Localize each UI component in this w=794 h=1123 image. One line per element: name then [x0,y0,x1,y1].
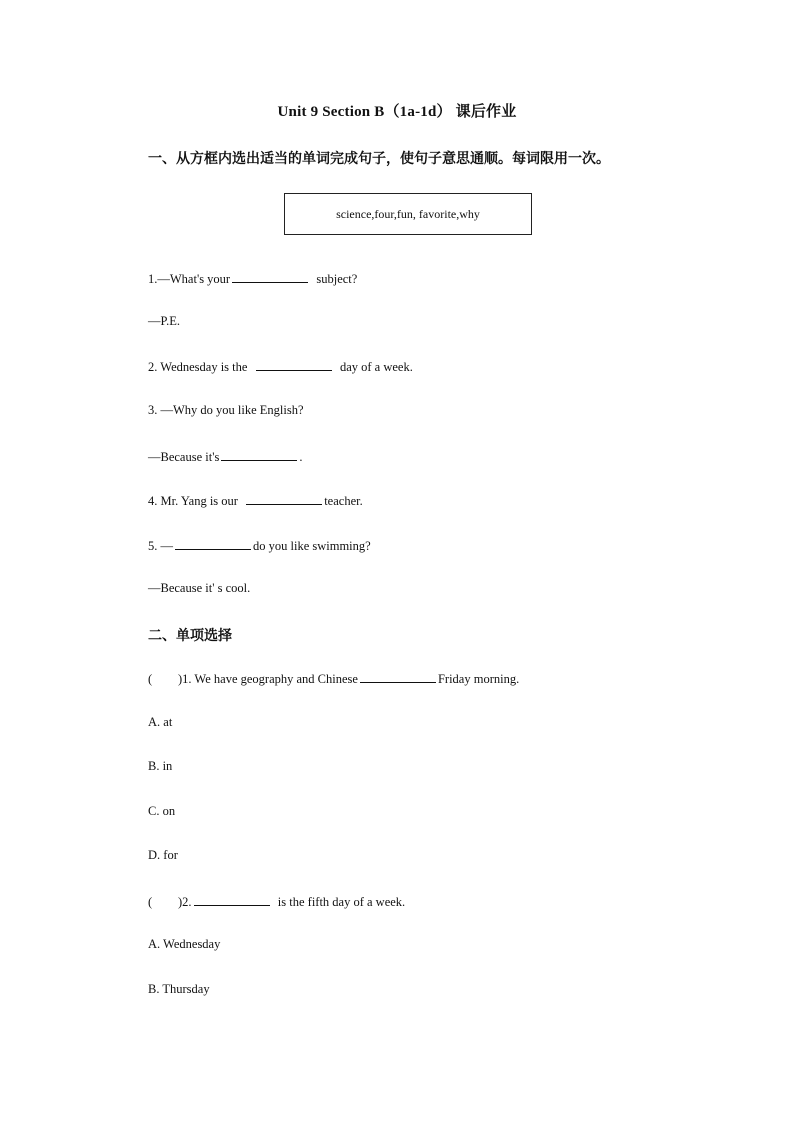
question-text: )1. We have geography and Chinese [178,672,358,686]
p1-item-3: 3. —Why do you like English? [148,403,304,417]
item-text: —Because it's [148,450,220,464]
page-title: Unit 9 Section B（1a-1d） 课后作业 [277,104,517,120]
answer-blank[interactable] [175,537,251,550]
answer-blank[interactable] [194,893,270,906]
p1-item-2 [148,358,413,375]
item-text: 4. Mr. Yang is our [148,494,245,508]
part2-heading: 二、单项选择 [148,629,232,644]
question-text: )2. [178,895,192,909]
answer-paren[interactable] [148,672,178,687]
p2-q2-option-b: B. Thursday [148,982,210,996]
paren-open: ( [148,672,153,686]
p2-q1-option-d: D. for [148,848,178,862]
answer-blank[interactable] [221,448,297,461]
p1-item-1-answer: —P.E. [148,314,180,328]
p2-q1-option-a: A. at [148,715,173,729]
item-text: . [299,450,303,464]
item-text: do you like swimming? [253,539,371,553]
answer-blank[interactable] [246,492,322,505]
p2-question-2 [148,893,405,910]
word-box-text: science,four,fun, favorite,why [336,206,480,221]
item-text: 1.—What's your [148,272,231,286]
item-text: subject? [310,272,358,286]
p1-item-3-answer [148,448,302,465]
question-text: is the fifth day of a week. [271,895,406,909]
answer-blank[interactable] [232,270,308,283]
item-text: day of a week. [333,360,413,374]
item-text: teacher. [324,494,363,508]
p2-q1-option-c: C. on [148,804,176,818]
item-text: 5. — [148,539,173,553]
p1-item-5 [148,537,371,554]
word-box [284,193,532,235]
p1-item-1 [148,270,357,287]
question-text: Friday morning. [437,672,520,686]
p2-question-1 [148,670,519,687]
p2-q1-option-b: B. in [148,759,173,773]
answer-paren[interactable] [148,895,178,910]
answer-blank[interactable] [360,670,436,683]
part1-heading: 一、从方框内选出适当的单词完成句子，使句子意思通顺。每词限用一次。 [148,152,610,167]
p1-item-4 [148,492,363,509]
answer-blank[interactable] [256,358,332,371]
p2-q2-option-a: A. Wednesday [148,937,221,951]
paren-open: ( [148,895,153,909]
item-text: 2. Wednesday is the [148,360,254,374]
p1-item-5-answer: —Because it' s cool. [148,581,251,595]
